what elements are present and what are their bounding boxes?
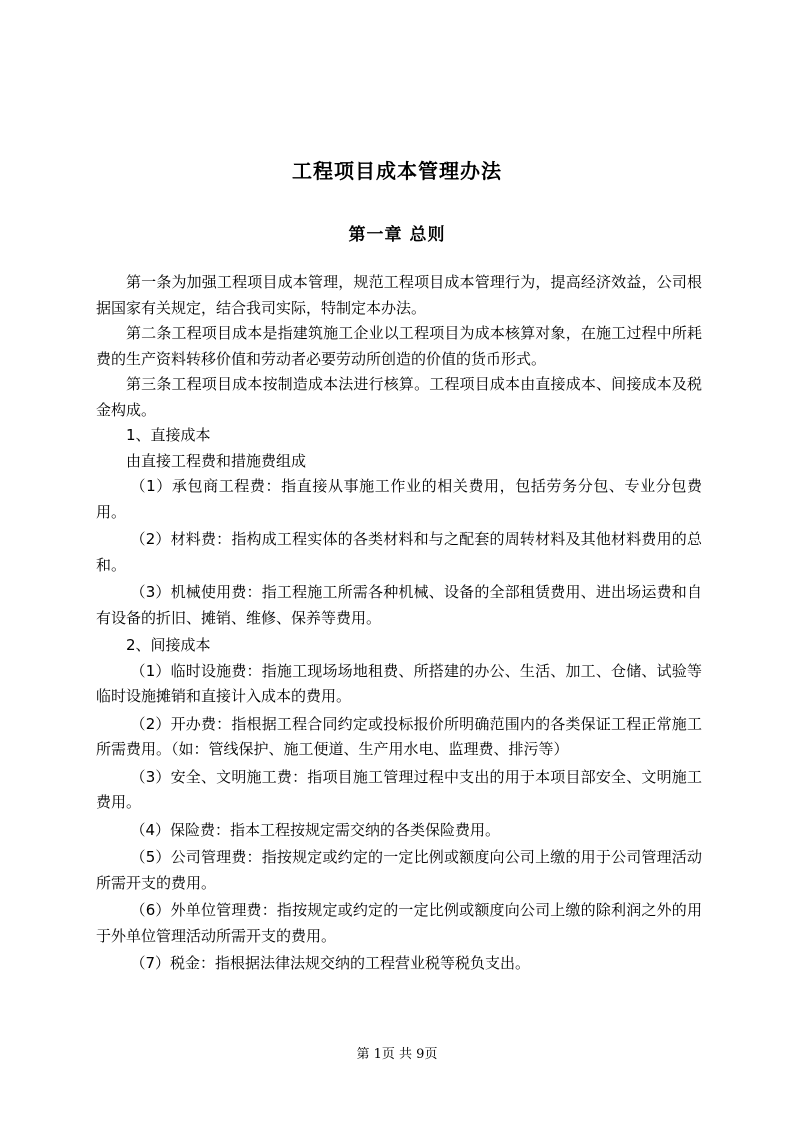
indirect-cost-item-3: （3）安全、文明施工费：指项目施工管理过程中支出的用于本项目部安全、文明施工费用。 xyxy=(96,767,702,811)
direct-cost-heading: 1、直接成本 xyxy=(126,426,211,444)
indirect-cost-item-7: （7）税金：指根据法律法规交纳的工程营业税等税负支出。 xyxy=(130,954,531,972)
direct-cost-intro: 由直接工程费和措施费组成 xyxy=(126,451,307,470)
indirect-cost-item-2: （2）开办费：指根据工程合同约定或投标报价所明确范围内的各类保证工程正常施工所需费用。（如：管线保护、施工便道、生产用水电、监理费、排污等） xyxy=(96,714,702,758)
article-2-paragraph: 第二条工程项目成本是指建筑施工企业以工程项目为成本核算对象，在施工过程中所耗费的生产资料转移价值和劳动者必要劳动所创造的价值的货币形式。 xyxy=(96,324,702,368)
indirect-cost-item-5: （5）公司管理费：指按规定或约定的一定比例或额度向公司上缴的用于公司管理活动所需开支的费用。 xyxy=(96,848,702,892)
document-title: 工程项目成本管理办法 xyxy=(292,159,502,183)
page-number-footer: 第 1页 共 9页 xyxy=(356,1047,438,1062)
chapter-heading: 第一章 总则 xyxy=(348,225,446,245)
indirect-cost-item-1: （1）临时设施费：指施工现场场地租费、所搭建的办公、生活、加工、仓储、试验等临时设施摊销和直接计入成本的费用。 xyxy=(96,661,702,705)
indirect-cost-item-6: （6）外单位管理费：指按规定或约定的一定比例或额度向公司上缴的除利润之外的用于外单位管理活动所需开支的费用。 xyxy=(96,901,702,945)
document-body xyxy=(96,270,702,979)
indirect-cost-heading: 2、间接成本 xyxy=(126,636,211,654)
article-3-paragraph: 第三条工程项目成本按制造成本法进行核算。工程项目成本由直接成本、间接成本及税金构成。 xyxy=(96,375,702,419)
direct-cost-item-3: （3）机械使用费：指工程施工所需各种机械、设备的全部租赁费用、进出场运费和自有设备的折旧、摊销、维修、保养等费用。 xyxy=(96,583,702,627)
article-1-paragraph: 第一条为加强工程项目成本管理，规范工程项目成本管理行为，提高经济效益，公司根据国家有关规定，结合我司实际，特制定本办法。 xyxy=(96,273,702,317)
direct-cost-item-1: （1）承包商工程费：指直接从事施工作业的相关费用，包括劳务分包、专业分包费用。 xyxy=(96,477,702,521)
direct-cost-item-2: （2）材料费：指构成工程实体的各类材料和与之配套的周转材料及其他材料费用的总和。 xyxy=(96,530,702,574)
indirect-cost-item-4: （4）保险费：指本工程按规定需交纳的各类保险费用。 xyxy=(130,820,501,839)
